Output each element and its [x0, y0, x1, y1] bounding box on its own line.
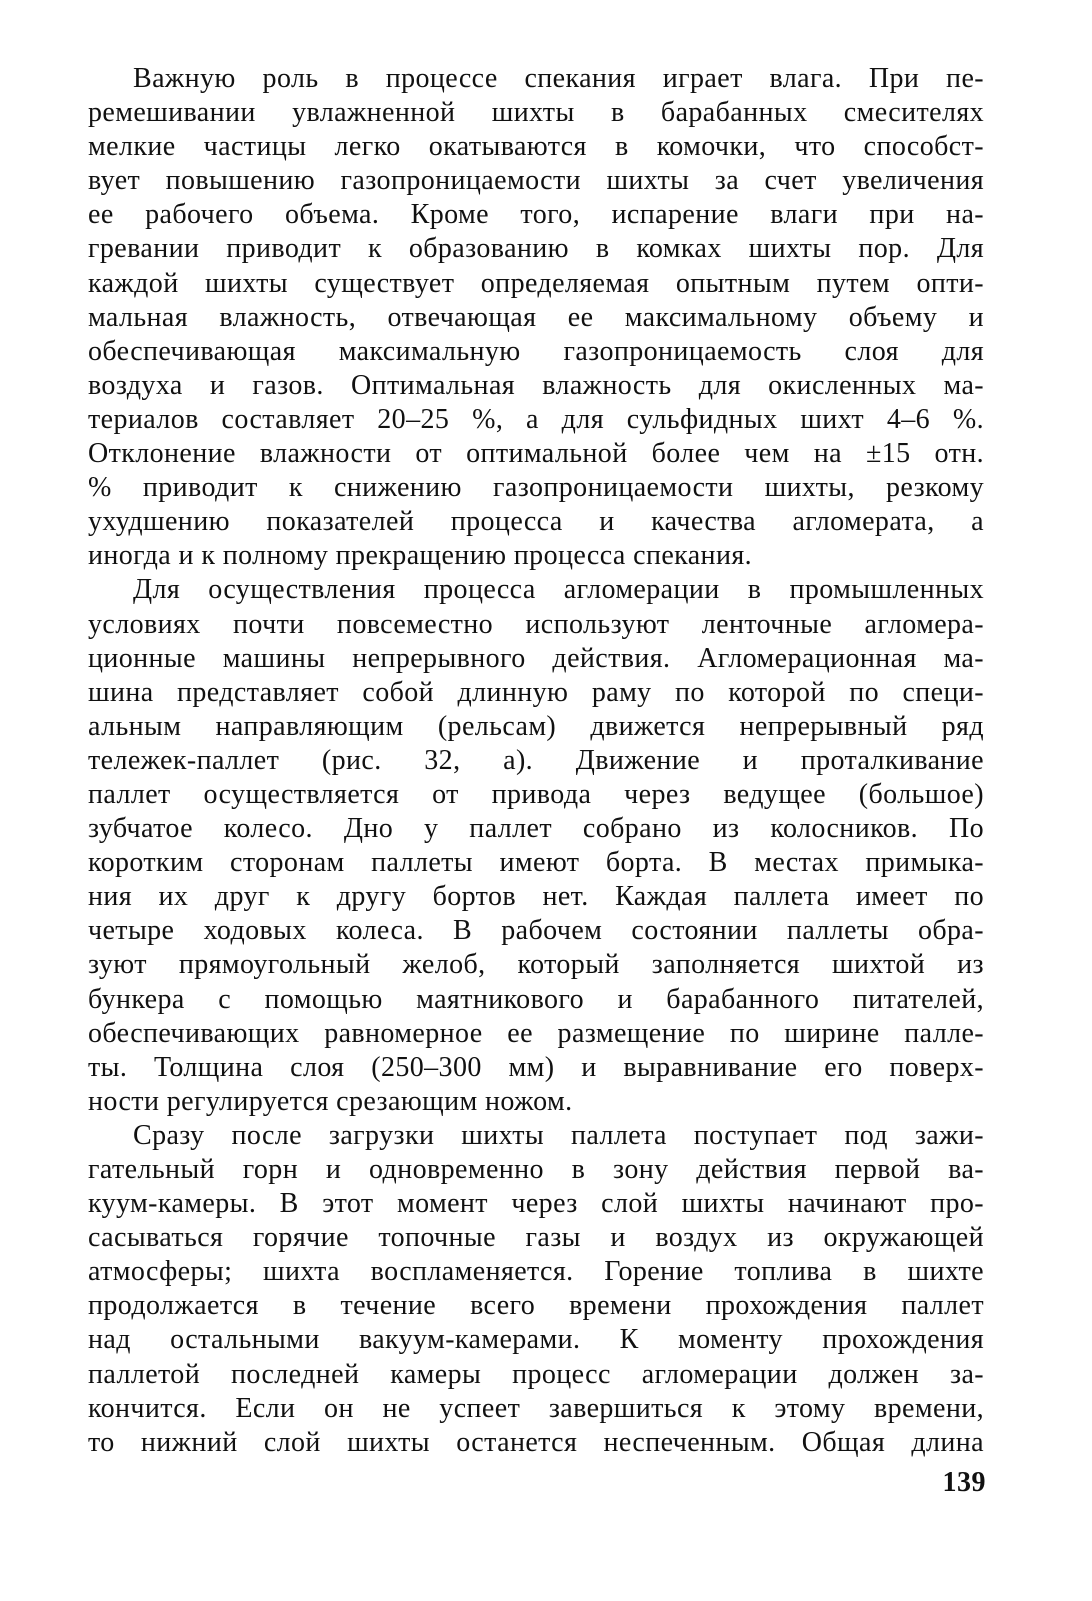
text-line: ее рабочего объема. Кроме того, испарение влаги при на-	[88, 199, 984, 231]
text-line: ремешивании увлажненной шихты в барабанных смесителях	[88, 97, 984, 129]
text-line: ционные машины непрерывного действия. Агломерационная ма-	[88, 642, 984, 674]
text-line: териалов составляет 20–25 %, а для сульфидных шихт 4–6 %.	[88, 403, 984, 435]
text-column	[88, 62, 984, 1460]
text-line: сасываться горячие топочные газы и воздух из окружающей	[88, 1222, 984, 1254]
text-line: атмосферы; шихта воспламеняется. Горение топлива в шихте	[88, 1256, 984, 1288]
text-line: Для осуществления процесса агломерации в промышленных	[133, 574, 984, 606]
text-line: каждой шихты существует определяемая опытным путем опти-	[88, 267, 984, 299]
text-line: куум-камеры. В этот момент через слой шихты начинают про-	[88, 1188, 984, 1220]
text-line: обеспечивающих равномерное ее размещение по ширине палле-	[88, 1017, 984, 1049]
text-line: Отклонение влажности от оптимальной более чем на ±15 отн.	[88, 438, 984, 470]
text-line: ты. Толщина слоя (250–300 мм) и выравнивание его поверх-	[88, 1051, 984, 1083]
text-line: зуют прямоугольный желоб, который заполняется шихтой из	[88, 949, 984, 981]
text-line: бункера с помощью маятникового и барабанного питателей,	[88, 983, 984, 1015]
text-line: паллет осуществляется от привода через ведущее (большое)	[88, 778, 984, 810]
text-line: ухудшению показателей процесса и качества агломерата, а	[88, 506, 984, 538]
text-line: ния их друг к другу бортов нет. Каждая паллета имеет по	[88, 881, 984, 913]
text-line: ности регулируется срезающим ножом.	[88, 1085, 573, 1117]
paragraph	[88, 573, 984, 1119]
text-line: тележек-паллет (рис. 32, а). Движение и проталкивание	[88, 744, 984, 776]
paragraph	[88, 62, 984, 573]
text-line: Сразу после загрузки шихты паллета поступает под зажи-	[133, 1119, 984, 1151]
text-line: иногда и к полному прекращению процесса спекания.	[88, 540, 753, 572]
text-line: продолжается в течение всего времени прохождения паллет	[88, 1290, 984, 1322]
text-line: четыре ходовых колеса. В рабочем состоянии паллеты обра-	[88, 915, 984, 947]
text-line: зубчатое колесо. Дно у паллет собрано из колосников. По	[88, 813, 984, 845]
text-line: мелкие частицы легко окатываются в комочки, что способст-	[88, 131, 984, 163]
text-line: мальная влажность, отвечающая ее максимальному объему и	[88, 301, 984, 333]
text-line: вует повышению газопроницаемости шихты за счет увеличения	[88, 165, 984, 197]
paragraph	[88, 1119, 984, 1460]
text-line: то нижний слой шихты останется неспеченным. Общая длина	[88, 1426, 984, 1458]
text-line: кончится. Если он не успеет завершиться к этому времени,	[88, 1392, 984, 1424]
text-line: коротким сторонам паллеты имеют борта. В местах примыка-	[88, 847, 984, 879]
text-line: шина представляет собой длинную раму по которой по специ-	[88, 676, 984, 708]
text-line: воздуха и газов. Оптимальная влажность для окисленных ма-	[88, 369, 984, 401]
text-line: % приводит к снижению газопроницаемости шихты, резкому	[88, 472, 984, 504]
text-line: альным направляющим (рельсам) движется непрерывный ряд	[88, 710, 984, 742]
text-line: условиях почти повсеместно используют ленточные агломера-	[88, 608, 984, 640]
text-line: гревании приводит к образованию в комках шихты пор. Для	[88, 233, 984, 265]
text-line: гательный горн и одновременно в зону действия первой ва-	[88, 1154, 984, 1185]
text-line: паллетой последней камеры процесс агломерации должен за-	[88, 1358, 984, 1390]
page-number: 139	[942, 1467, 986, 1498]
text-line: обеспечивающая максимальную газопроницаемость слоя для	[88, 335, 984, 367]
text-line: Важную роль в процессе спекания играет влага. При пе-	[133, 63, 984, 94]
text-line: над остальными вакуум-камерами. К моменту прохождения	[88, 1324, 984, 1356]
